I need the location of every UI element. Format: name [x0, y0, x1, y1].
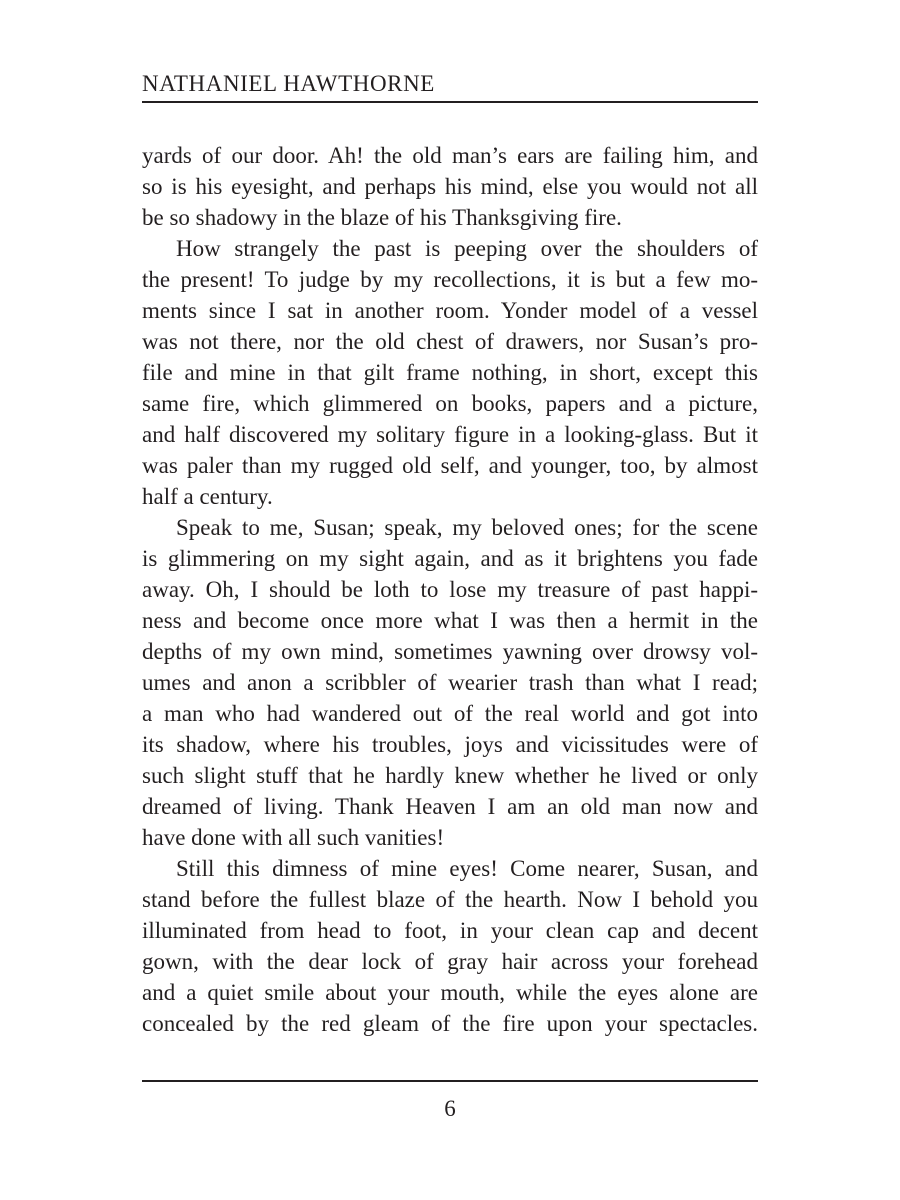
- text-line: have done with all such vanities!: [142, 825, 445, 850]
- text-line: ness and become once more what I was then a hermit in the: [142, 608, 758, 633]
- text-line: be so shadowy in the blaze of his Thanksgiving fire.: [142, 205, 622, 230]
- text-line: umes and anon a scribbler of wearier trash than what I read;: [142, 670, 758, 695]
- text-line: its shadow, where his troubles, joys and vicissitudes were of: [142, 732, 758, 757]
- paragraph-first-line: How strangely the past is peeping over the shoulders of: [176, 236, 758, 261]
- text-line: stand before the fullest blaze of the hearth. Now I behold you: [142, 887, 758, 912]
- text-line: concealed by the red gleam of the fire upon your spectacles.: [142, 1011, 758, 1036]
- running-head: NATHANIEL HAWTHORNE: [142, 71, 435, 96]
- text-line: file and mine in that gilt frame nothing, in short, except this: [142, 360, 758, 385]
- paragraph-first-line: Still this dimness of mine eyes! Come nearer, Susan, and: [176, 856, 758, 881]
- footer-rule: [142, 1080, 758, 1082]
- text-line: and a quiet smile about your mouth, while the eyes alone are: [142, 980, 758, 1005]
- text-line: same fire, which glimmered on books, papers and a picture,: [142, 391, 758, 416]
- text-line: away. Oh, I should be loth to lose my treasure of past happi-: [142, 577, 758, 602]
- text-line: and half discovered my solitary figure in a looking-glass. But it: [142, 422, 758, 447]
- text-line: half a century.: [142, 484, 273, 509]
- text-line: is glimmering on my sight again, and as it brightens you fade: [142, 546, 758, 571]
- text-line: dreamed of living. Thank Heaven I am an old man now and: [142, 794, 758, 819]
- page-number: 6: [444, 1096, 456, 1121]
- text-line: a man who had wandered out of the real world and got into: [142, 701, 758, 726]
- text-line: gown, with the dear lock of gray hair across your forehead: [142, 949, 758, 974]
- text-line: such slight stuff that he hardly knew whether he lived or only: [142, 763, 758, 788]
- text-line: was not there, nor the old chest of drawers, nor Susan’s pro-: [142, 329, 758, 354]
- header-rule: [142, 101, 758, 103]
- text-line: yards of our door. Ah! the old man’s ears are failing him, and: [142, 143, 758, 168]
- text-line: illuminated from head to foot, in your clean cap and decent: [142, 918, 758, 943]
- text-line: ments since I sat in another room. Yonder model of a vessel: [142, 298, 758, 323]
- text-line: depths of my own mind, sometimes yawning over drowsy vol-: [142, 639, 758, 664]
- paragraph-first-line: Speak to me, Susan; speak, my beloved ones; for the scene: [176, 515, 758, 540]
- text-line: the present! To judge by my recollections, it is but a few mo-: [142, 267, 758, 292]
- body-text: [142, 140, 758, 1039]
- text-line: so is his eyesight, and perhaps his mind, else you would not all: [142, 174, 758, 199]
- text-line: was paler than my rugged old self, and younger, too, by almost: [142, 453, 758, 478]
